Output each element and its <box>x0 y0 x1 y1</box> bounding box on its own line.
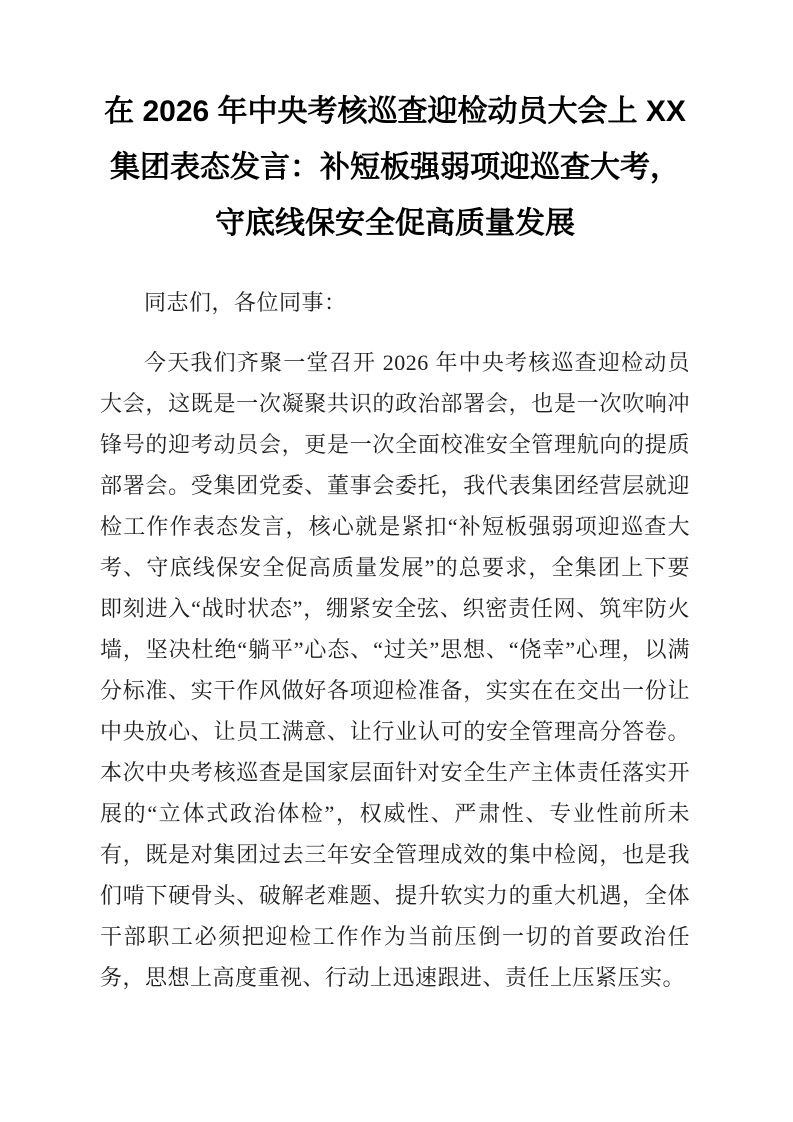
title-line-3: 守底线保安全促高质量发展 <box>215 207 575 240</box>
document-title <box>100 84 690 252</box>
title-line-1: 在 2026 年中央考核巡查迎检动员大会上 XX <box>104 95 686 128</box>
body-paragraph: 今天我们齐聚一堂召开 2026 年中央考核巡查迎检动员大会，这既是一次凝聚共识的政治部署会，也是一次吹响冲锋号的迎考动员会，更是一次全面校准安全管理航向的提质部署会。受集团党委、董事会委托，我代表集团经营层就迎检工作作表态发言，核心就是紧扣“补短板强弱项迎巡查大考、守底线保安全促高质量发展”的总要求，全集团上下要即刻进入“战时状态”，绷紧安全弦、织密责任网、筑牢防火墙，坚决杜绝“躺平”心态、“过关”思想、“侥幸”心理，以满分标准、实干作风做好各项迎检准备，实实在在交出一份让中央放心、让员工满意、让行业认可的安全管理高分答卷。本次中央考核巡查是国家层面针对安全生产主体责任落实开展的“立体式政治体检”，权威性、严肃性、专业性前所未有，既是对集团过去三年安全管理成效的集中检阅，也是我们啃下硬骨头、破解老难题、提升软实力的重大机遇，全体干部职工必须把迎检工作作为当前压倒一切的首要政治任务，思想上高度重视、行动上迅速跟进、责任上压紧压实。 <box>100 350 690 990</box>
title-line-2: 集团表态发言：补短板强弱项迎巡查大考， <box>110 151 680 184</box>
greeting-paragraph: 同志们，各位同事： <box>144 290 347 315</box>
